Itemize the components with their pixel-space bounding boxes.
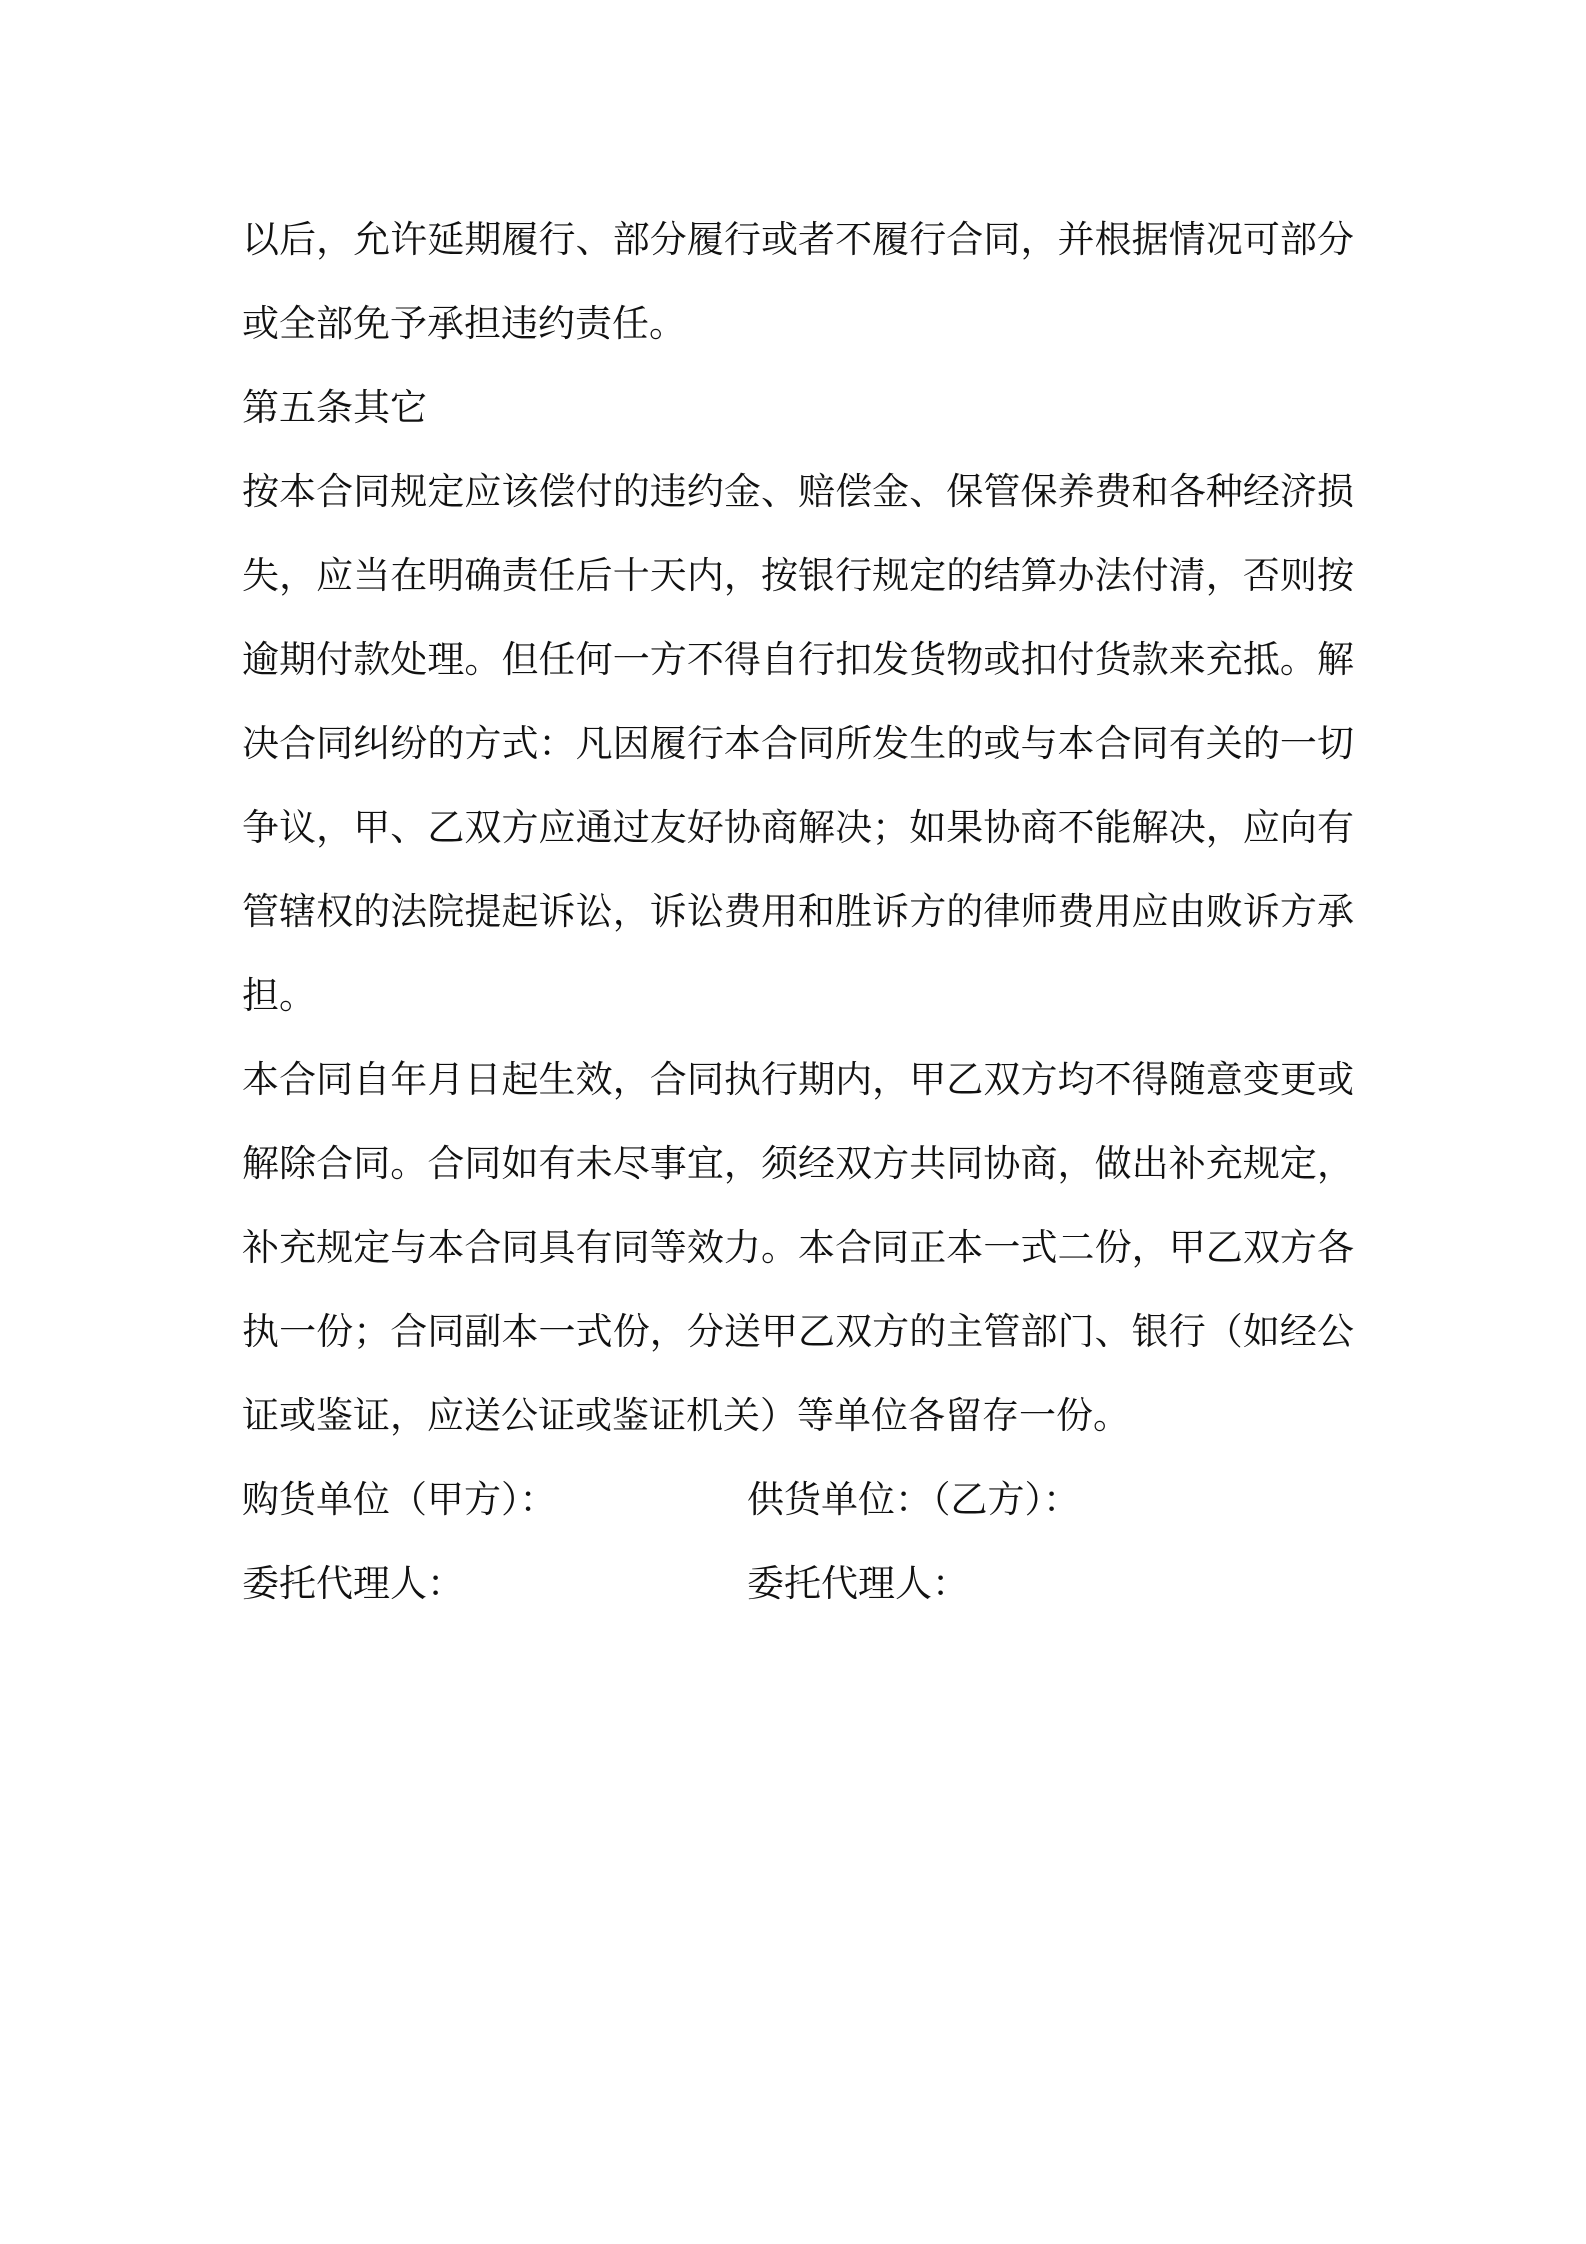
paragraph-2-line-4: 决合同纠纷的方式：凡因履行本合同所发生的或与本合同有关的一切 xyxy=(242,722,1354,765)
paragraph-2-line-5: 争议，甲、乙双方应通过友好协商解决；如果协商不能解决，应向有 xyxy=(242,806,1354,849)
article-5-heading: 第五条其它 xyxy=(242,386,427,429)
paragraph-1-line-2: 或全部免予承担违约责任。 xyxy=(242,302,686,345)
paragraph-3-line-2: 解除合同。合同如有未尽事宜，须经双方共同协商，做出补充规定， xyxy=(242,1142,1354,1185)
paragraph-2-line-1: 按本合同规定应该偿付的违约金、赔偿金、保管保养费和各种经济损 xyxy=(242,470,1354,513)
buyer-label: 购货单位（甲方）： xyxy=(242,1478,557,1521)
supplier-label: 供货单位：（乙方）： xyxy=(747,1478,1080,1521)
paragraph-2-line-2: 失，应当在明确责任后十天内，按银行规定的结算办法付清，否则按 xyxy=(242,554,1354,597)
paragraph-3-line-5: 证或鉴证，应送公证或鉴证机关）等单位各留存一份。 xyxy=(242,1394,1130,1437)
supplier-agent-label: 委托代理人： xyxy=(747,1562,969,1605)
paragraph-3-line-1: 本合同自年月日起生效，合同执行期内，甲乙双方均不得随意变更或 xyxy=(242,1058,1354,1101)
buyer-agent-label: 委托代理人： xyxy=(242,1562,464,1605)
paragraph-2-line-6: 管辖权的法院提起诉讼，诉讼费用和胜诉方的律师费用应由败诉方承 xyxy=(242,890,1354,933)
paragraph-2-line-7: 担。 xyxy=(242,974,316,1017)
document-body xyxy=(242,198,1354,1626)
paragraph-3-line-3: 补充规定与本合同具有同等效力。本合同正本一式二份，甲乙双方各 xyxy=(242,1226,1354,1269)
paragraph-3-line-4: 执一份；合同副本一式份，分送甲乙双方的主管部门、银行（如经公 xyxy=(242,1310,1354,1353)
signature-row-agents xyxy=(242,1542,1354,1626)
paragraph-2-line-3: 逾期付款处理。但任何一方不得自行扣发货物或扣付货款来充抵。解 xyxy=(242,638,1354,681)
signature-row-parties xyxy=(242,1458,1354,1542)
paragraph-1-line-1: 以后，允许延期履行、部分履行或者不履行合同，并根据情况可部分 xyxy=(242,218,1354,261)
